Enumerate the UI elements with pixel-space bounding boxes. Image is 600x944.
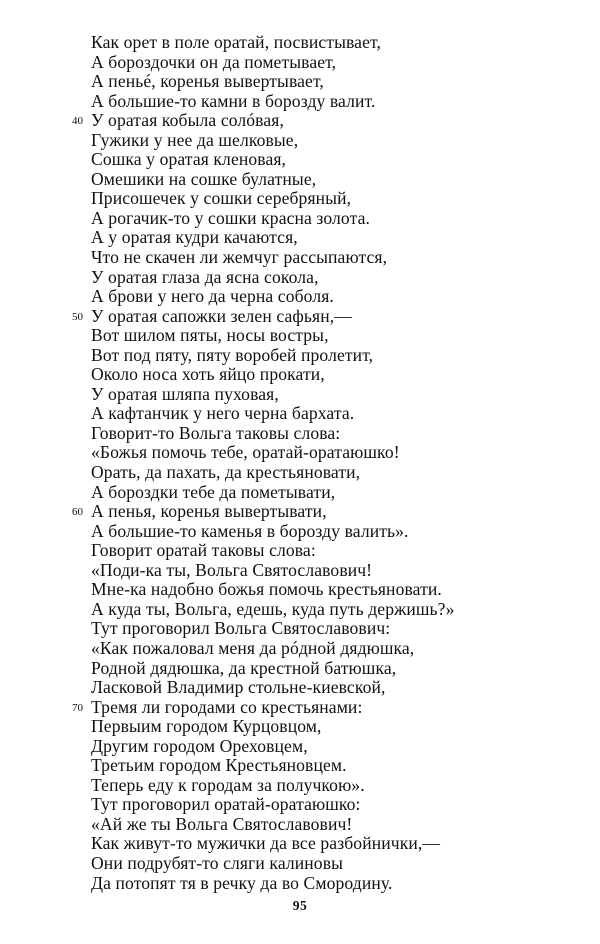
- poem-line: [91, 346, 591, 366]
- line-text: Сошка у оратая кленовая,: [91, 149, 287, 170]
- line-number: 70: [72, 701, 83, 714]
- poem-line: [91, 326, 591, 346]
- poem-line: [91, 33, 591, 53]
- line-text: Гужики у нее да шелковые,: [91, 129, 299, 150]
- poem-line: [91, 541, 591, 561]
- line-text: «Ай же ты Вольга Святославович!: [91, 813, 353, 834]
- poem-line: [91, 815, 591, 835]
- line-text: Мне-ка надобно божья помочь крестьяновати.: [91, 579, 442, 600]
- line-text: У оратая сапожки зелен сафьян,—: [91, 305, 352, 326]
- line-text: А пеньé, коренья вывертывает,: [91, 71, 324, 92]
- line-text: А большие-то каменья в борозду валить».: [91, 520, 409, 541]
- line-text: Присошечек у сошки серебряный,: [91, 188, 352, 209]
- line-text: У оратая шляпа пуховая,: [91, 383, 279, 404]
- poem-line: [91, 72, 591, 92]
- line-text: А бороздочки он да пометывает,: [91, 51, 337, 72]
- line-text: Теперь еду к городам за получкою».: [91, 774, 365, 795]
- poem-line: [91, 189, 591, 209]
- poem-line: [91, 580, 591, 600]
- line-text: А брови у него да черна соболя.: [91, 286, 334, 307]
- line-text: Как живут-то мужички да все разбойнички,—: [91, 833, 441, 854]
- line-text: «Поди-ка ты, Вольга Святославович!: [91, 559, 373, 580]
- line-text: «Божья помочь тебе, оратай-оратаюшко!: [91, 442, 400, 463]
- poem-line: [91, 209, 591, 229]
- line-text: Говорит оратай таковы слова:: [91, 540, 316, 561]
- line-number: 60: [72, 506, 83, 519]
- poem-line: [91, 854, 591, 874]
- poem-line: [91, 717, 591, 737]
- line-text: Ласковой Владимир стольне-киевской,: [91, 677, 386, 698]
- poem-line: [72, 305, 591, 327]
- line-text: Говорит-то Вольга таковы слова:: [91, 422, 341, 443]
- poem-line: [91, 756, 591, 776]
- poem-line: [91, 522, 591, 542]
- line-text: Как орет в поле оратай, посвистывает,: [91, 32, 381, 52]
- line-text: Вот шилом пяты, носы востры,: [91, 325, 329, 346]
- poem-line: [91, 131, 591, 151]
- line-number: 40: [72, 115, 83, 128]
- poem-line: [91, 248, 591, 268]
- poem-line: [72, 501, 591, 522]
- poem-text: [72, 32, 591, 893]
- poem-line: [91, 92, 591, 112]
- poem-line: [91, 365, 591, 385]
- poem-line: [91, 268, 591, 288]
- line-text: Третьим городом Крестьяновцем.: [91, 755, 347, 776]
- poem-line: [72, 110, 591, 131]
- poem-line: [91, 600, 591, 620]
- line-text: А большие-то камни в борозду валит.: [91, 90, 376, 111]
- poem-line: [91, 443, 591, 463]
- poem-line: [91, 463, 591, 483]
- line-text: А у оратая кудри качаются,: [91, 227, 298, 248]
- poem-line: [91, 287, 591, 307]
- page-number: 95: [292, 898, 308, 913]
- poem-line: [91, 385, 591, 405]
- poem-line: [91, 678, 591, 698]
- line-text: У оратая кобыла солóвая,: [91, 110, 284, 131]
- line-text: Тремя ли городами со крестьянами:: [91, 696, 363, 717]
- poem-line: [91, 228, 591, 248]
- line-text: Другим городом Ореховцем,: [91, 735, 308, 756]
- poem-line: [91, 404, 591, 424]
- poem-line: [91, 737, 591, 757]
- line-text: Родной дядюшка, да крестной батюшка,: [91, 657, 397, 678]
- line-text: «Как пожаловал меня да рóдной дядюшка,: [91, 637, 415, 658]
- line-text: А рогачик-то у сошки красна золота.: [91, 207, 371, 228]
- poem-line: [91, 619, 591, 639]
- line-text: А кафтанчик у него черна бархата.: [91, 403, 355, 424]
- poem-line: [72, 696, 591, 718]
- line-text: Тут проговорил оратай-оратаюшко:: [91, 794, 361, 815]
- poem-line: [91, 424, 591, 444]
- line-text: Около носа хоть яйцо прокати,: [91, 364, 325, 385]
- line-number: 50: [72, 310, 83, 323]
- poem-line: [91, 834, 591, 854]
- line-text: Что не скачен ли жемчуг рассыпаются,: [91, 247, 388, 268]
- line-text: Вот под пяту, пяту воробей пролетит,: [91, 344, 374, 365]
- line-text: Тут проговорил Вольга Святославович:: [91, 618, 391, 639]
- poem-line: [91, 170, 591, 190]
- poem-line: [91, 874, 591, 894]
- poem-line: [91, 795, 591, 815]
- poem-line: [91, 53, 591, 73]
- line-text: Орать, да пахать, да крестьяновати,: [91, 462, 361, 483]
- poem-line: [91, 639, 591, 659]
- line-text: Они подрубят-то сляги калиновы: [91, 852, 344, 873]
- poem-line: [91, 561, 591, 581]
- poem-line: [91, 150, 591, 170]
- poem-line: [91, 659, 591, 679]
- line-text: У оратая глаза да ясна сокола,: [91, 266, 319, 287]
- poem-line: [91, 776, 591, 796]
- line-text: А бороздки тебе да пометывати,: [91, 481, 336, 502]
- line-text: А пенья, коренья вывертывати,: [91, 501, 327, 522]
- line-text: А куда ты, Вольга, едешь, куда путь держишь?»: [91, 598, 455, 619]
- line-text: Омешики на сошке булатные,: [91, 168, 317, 189]
- line-text: Да потопят тя в речку да во Смородину.: [91, 872, 393, 893]
- poem-line: [91, 483, 591, 503]
- line-text: Первыим городом Курцовцом,: [91, 716, 322, 737]
